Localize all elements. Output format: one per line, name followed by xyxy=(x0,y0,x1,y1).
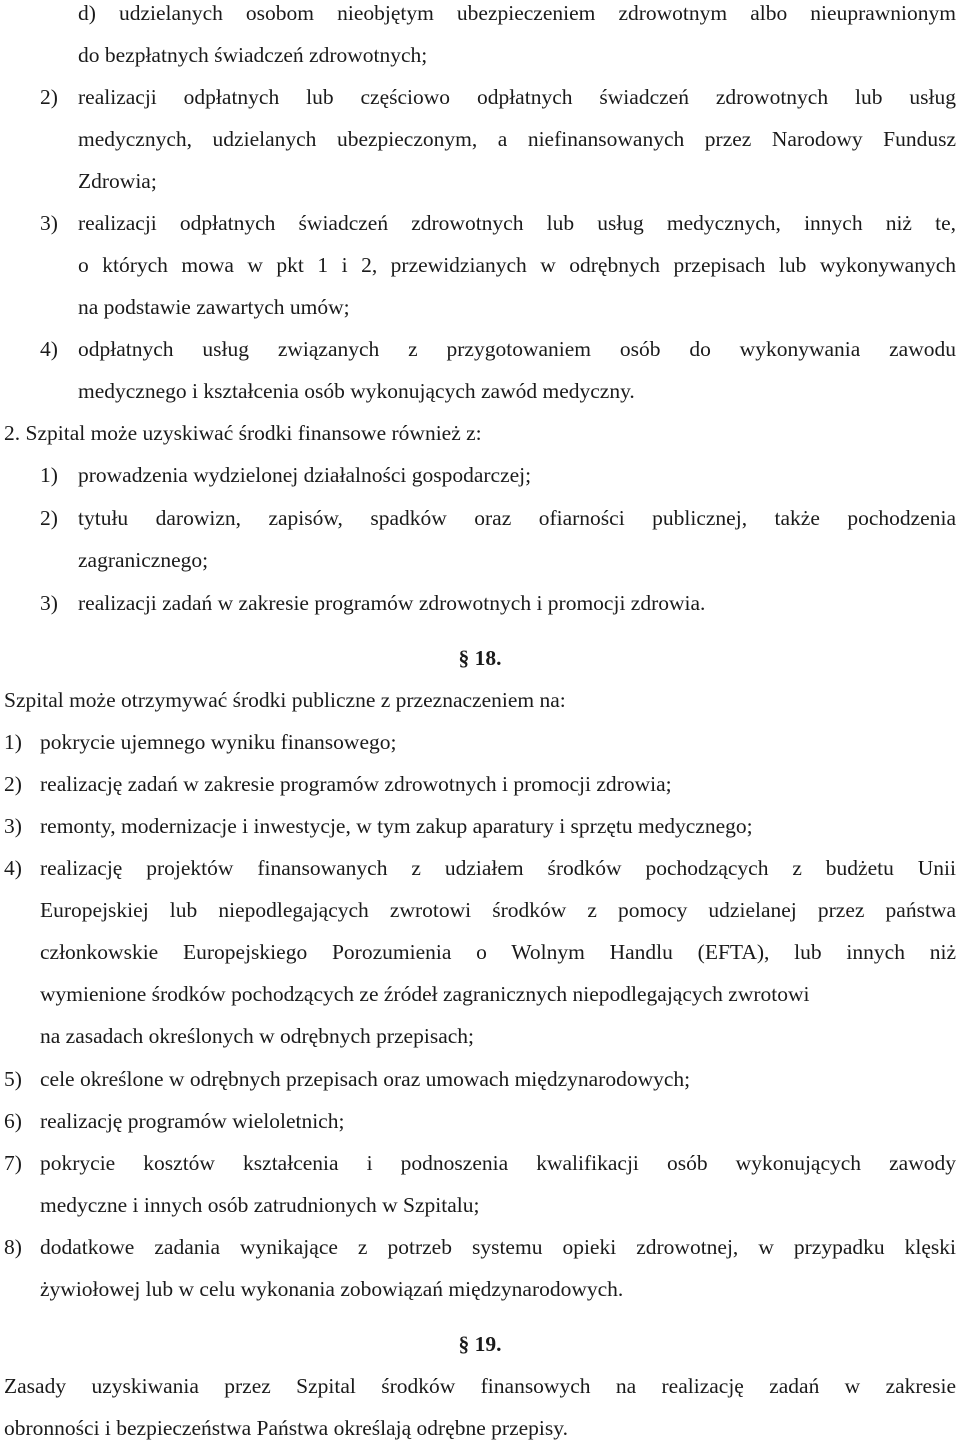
s18-item-6-line-1: realizację programów wieloletnich; xyxy=(40,1109,345,1133)
s18-item-2-line-1: realizację zadań w zakresie programów zdrowotnych i promocji zdrowia; xyxy=(40,772,672,796)
s18-item-4-line-1: realizację projektów finansowanych z udziałem środków pochodzących z budżetu Unii xyxy=(40,856,956,880)
section-19-line-2: obronności i bezpieczeństwa Państwa określają odrębne przepisy. xyxy=(4,1416,568,1440)
s18-item-4-marker: 4) xyxy=(4,856,22,880)
item-2-marker: 2) xyxy=(40,85,58,109)
p2-item-2-line-2: zagranicznego; xyxy=(78,548,209,572)
section-19-line-1: Zasady uzyskiwania przez Szpital środków finansowych na realizację zadań w zakresie xyxy=(4,1374,956,1398)
s18-item-8-marker: 8) xyxy=(4,1235,22,1259)
s18-item-6-marker: 6) xyxy=(4,1109,22,1133)
item-2-line-3: Zdrowia; xyxy=(78,169,157,193)
p2-item-2-line-1: tytułu darowizn, zapisów, spadków oraz ofiarności publicznej, także pochodzenia xyxy=(78,506,956,530)
p2-item-1-marker: 1) xyxy=(40,463,58,487)
s18-item-8-line-1: dodatkowe zadania wynikające z potrzeb systemu opieki zdrowotnej, w przypadku klęski xyxy=(40,1235,956,1259)
item-2-line-2: medycznych, udzielanych ubezpieczonym, a niefinansowanych przez Narodowy Fundusz xyxy=(78,127,956,151)
s18-item-3-line-1: remonty, modernizacje i inwestycje, w tym zakup aparatury i sprzętu medycznego; xyxy=(40,814,753,838)
item-3-marker: 3) xyxy=(40,211,58,235)
item-4-marker: 4) xyxy=(40,337,58,361)
s18-item-4-line-4: wymienione środków pochodzących ze źródeł zagranicznych niepodlegających zwrotowi xyxy=(40,982,810,1006)
p2-item-2-marker: 2) xyxy=(40,506,58,530)
section-18-intro: Szpital może otrzymywać środki publiczne z przeznaczeniem na: xyxy=(4,688,566,712)
s18-item-7-line-1: pokrycie kosztów kształcenia i podnoszenia kwalifikacji osób wykonujących zawody xyxy=(40,1151,956,1175)
s18-item-4-line-5: na zasadach określonych w odrębnych przepisach; xyxy=(40,1024,474,1048)
item-3-line-1: realizacji odpłatnych świadczeń zdrowotnych lub usług medycznych, innych niż te, xyxy=(78,211,956,235)
s18-item-8-line-2: żywiołowej lub w celu wykonania zobowiązań międzynarodowych. xyxy=(40,1277,624,1301)
p2-item-1-line-1: prowadzenia wydzielonej działalności gospodarczej; xyxy=(78,463,532,487)
s18-item-5-marker: 5) xyxy=(4,1067,22,1091)
item-4-line-1: odpłatnych usług związanych z przygotowaniem osób do wykonywania zawodu xyxy=(78,337,956,361)
section-19-heading: § 19. xyxy=(458,1332,502,1356)
item-4-line-2: medycznego i kształcenia osób wykonujących zawód medyczny. xyxy=(78,379,635,403)
s18-item-1-marker: 1) xyxy=(4,730,22,754)
p2-item-3-marker: 3) xyxy=(40,591,58,615)
section-18-heading: § 18. xyxy=(458,646,502,670)
p2-item-3-line-1: realizacji zadań w zakresie programów zdrowotnych i promocji zdrowia. xyxy=(78,591,706,615)
s18-item-7-marker: 7) xyxy=(4,1151,22,1175)
item-d-line-2: do bezpłatnych świadczeń zdrowotnych; xyxy=(78,43,428,67)
s18-item-1-line-1: pokrycie ujemnego wyniku finansowego; xyxy=(40,730,397,754)
s18-item-5-line-1: cele określone w odrębnych przepisach oraz umowach międzynarodowych; xyxy=(40,1067,691,1091)
s18-item-4-line-2: Europejskiej lub niepodlegających zwrotowi środków z pomocy udzielanej przez państwa xyxy=(40,898,956,922)
item-3-line-3: na podstawie zawartych umów; xyxy=(78,295,350,319)
item-3-line-2: o których mowa w pkt 1 i 2, przewidzianych w odrębnych przepisach lub wykonywanych xyxy=(78,253,956,277)
paragraph-2-intro: 2. Szpital może uzyskiwać środki finansowe również z: xyxy=(4,421,482,445)
item-2-line-1: realizacji odpłatnych lub częściowo odpłatnych świadczeń zdrowotnych lub usług xyxy=(78,85,956,109)
s18-item-3-marker: 3) xyxy=(4,814,22,838)
s18-item-2-marker: 2) xyxy=(4,772,22,796)
item-d-line-1: d) udzielanych osobom nieobjętym ubezpieczeniem zdrowotnym albo nieuprawnionym xyxy=(78,1,956,25)
s18-item-7-line-2: medyczne i innych osób zatrudnionych w Szpitalu; xyxy=(40,1193,480,1217)
s18-item-4-line-3: członkowskie Europejskiego Porozumienia o Wolnym Handlu (EFTA), lub innych niż xyxy=(40,940,956,964)
